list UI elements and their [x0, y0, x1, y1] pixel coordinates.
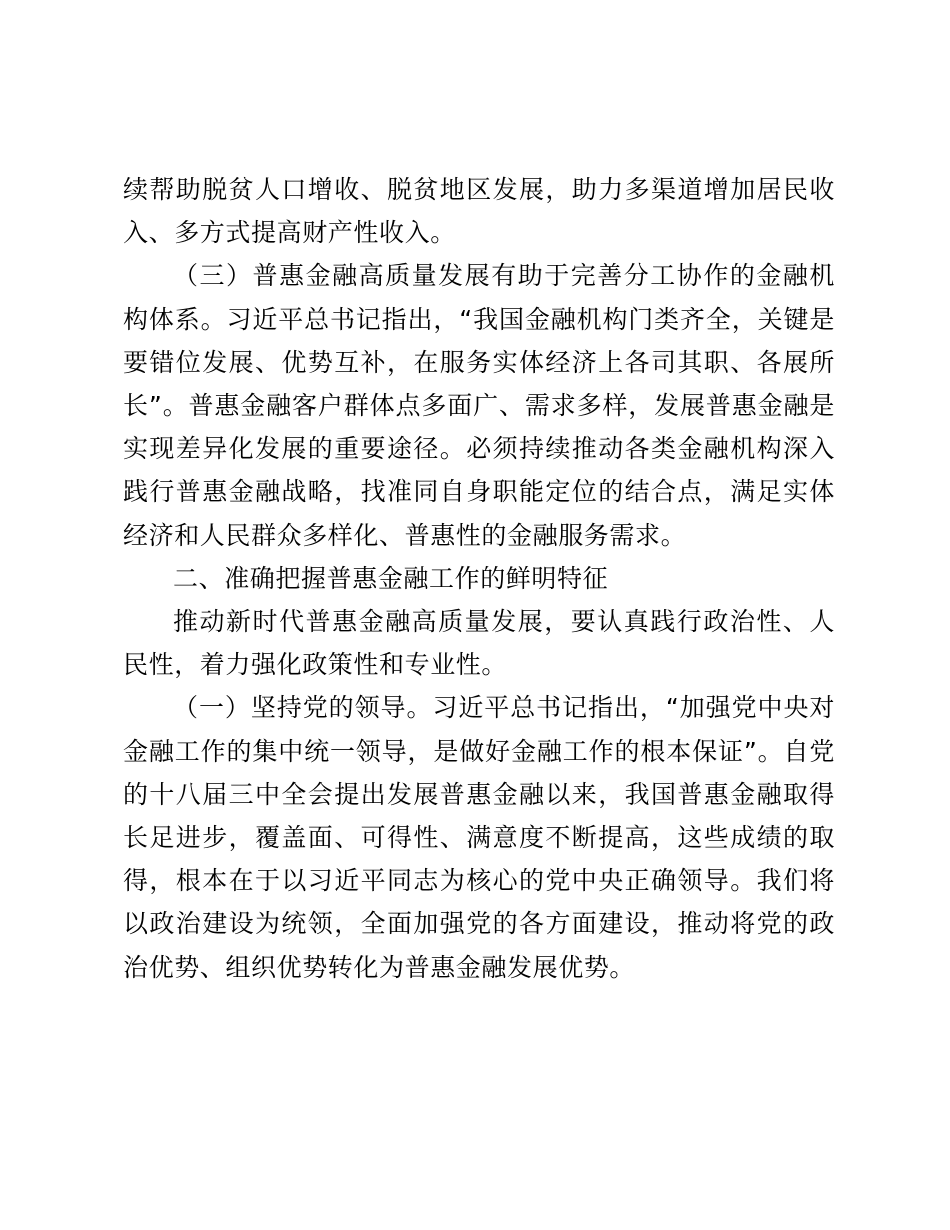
body-text [123, 168, 835, 989]
paragraph-continuation: 续帮助脱贫人口增收、脱贫地区发展，助力多渠道增加居民收入、多方式提高财产性收入。 [123, 175, 835, 248]
paragraph-intro: 推动新时代普惠金融高质量发展，要认真践行政治性、人民性，着力强化政策性和专业性。 [123, 607, 835, 680]
section-heading-two: 二、准确把握普惠金融工作的鲜明特征 [173, 563, 609, 593]
paragraph-section-three: （三）普惠金融高质量发展有助于完善分工协作的金融机构体系。习近平总书记指出，“我国金融机构门类齐全，关键是要错位发展、优势互补，在服务实体经济上各司其职、各展所长”。普惠金融客户群体点多面广、需求多样，发展普惠金融是实现差异化发展的重要途径。必须持续推动各类金融机构深入践行普惠金融战略，找准同自身职能定位的结合点，满足实体经济和人民群众多样化、普惠性的金融服务需求。 [123, 261, 835, 550]
paragraph-section-one: （一）坚持党的领导。习近平总书记指出，“加强党中央对金融工作的集中统一领导，是做好金融工作的根本保证”。自党的十八届三中全会提出发展普惠金融以来，我国普惠金融取得长足进步，覆盖面、可得性、满意度不断提高，这些成绩的取得，根本在于以习近平同志为核心的党中央正确领导。我们将以政治建设为统领，全面加强党的各方面建设，推动将党的政治优势、组织优势转化为普惠金融发展优势。 [123, 693, 835, 982]
